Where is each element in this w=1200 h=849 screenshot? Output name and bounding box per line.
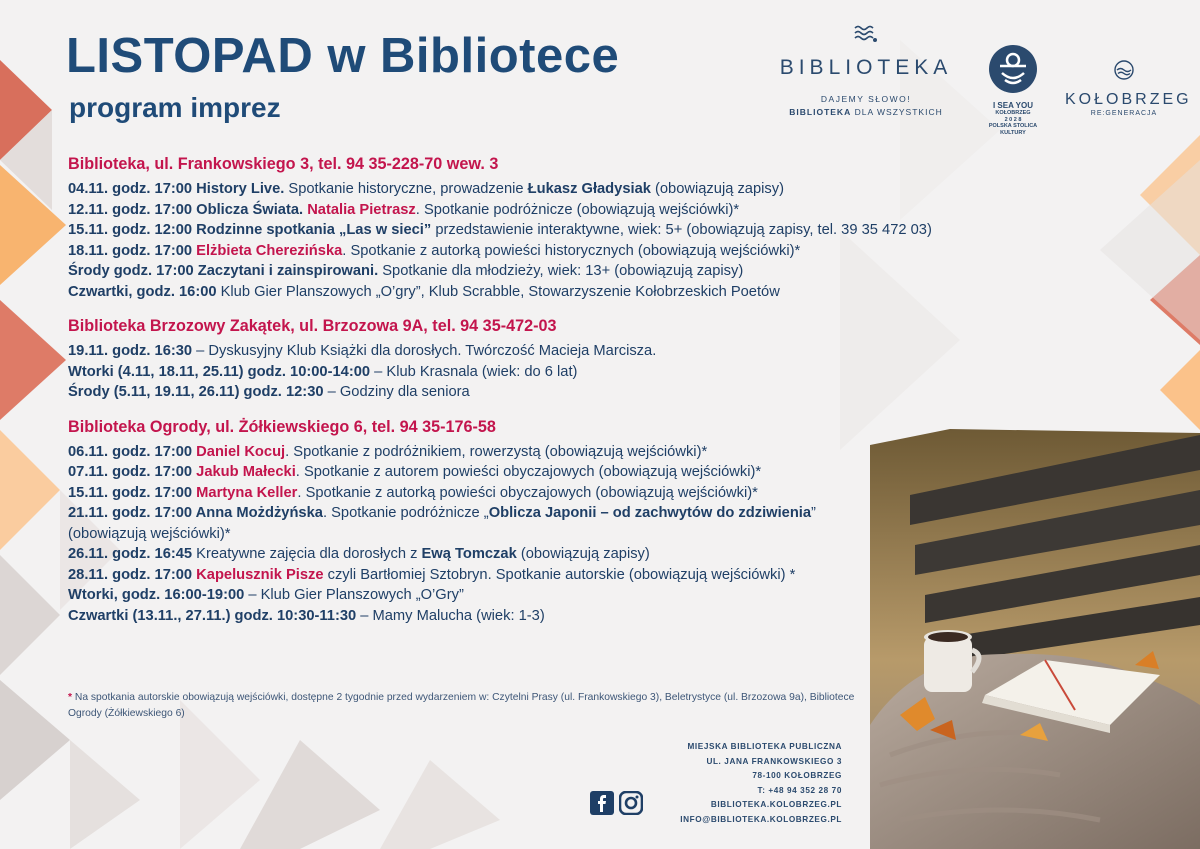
event-guest-name: Kapelusznik Pisze (196, 566, 324, 583)
event-guest-name: Elżbieta Cherezińska (196, 242, 343, 259)
contact-line: MIEJSKA BIBLIOTEKA PUBLICZNA (687, 742, 842, 751)
event-text: – Klub Gier Planszowych „O’Gry” (244, 587, 464, 603)
event-highlight: 04.11. godz. 17:00 History Live. (68, 181, 285, 197)
facebook-icon[interactable] (590, 791, 614, 815)
event-highlight: 26.11. godz. 16:45 (68, 546, 193, 562)
event-guest-name: Martyna Keller (196, 484, 298, 501)
isy-line-3: 2 0 2 8 (1004, 116, 1022, 123)
event-text: . Spotkanie z autorką powieści obyczajowych (obowiązują wejściówki)* (297, 484, 758, 501)
event-highlight: Czwartki (13.11., 27.11.) godz. 10:30-11:30 (68, 607, 357, 624)
sun-waves-icon (1112, 60, 1136, 80)
event-item (68, 179, 1128, 200)
waves-icon (853, 24, 879, 44)
event-text: . Spotkanie z autorem powieści obyczajowych (obowiązują wejściówki)* (295, 464, 762, 480)
event-highlight: Ewą Tomczak (421, 546, 517, 562)
event-highlight: Środy (5.11, 19.11, 26.11) godz. 12:30 (68, 384, 324, 400)
location-section (68, 417, 1128, 627)
biblioteka-logo (768, 24, 964, 136)
social-links (590, 791, 643, 815)
event-text: czyli Bartłomiej Sztobryn. Spotkanie autorskie (obowiązują wejściówki) * (323, 566, 796, 583)
page-subtitle: program imprez (69, 92, 281, 123)
event-highlight: Wtorki (4.11, 18.11, 25.11) godz. 10:00-14:00 (68, 363, 371, 380)
biblioteka-logo-tagline: DAJEMY SŁOWO! (820, 94, 912, 104)
event-text: . Spotkanie z podróżnikiem, rowerzystą (obowiązują wejściówki)* (285, 443, 708, 460)
isy-line-1: I SEA YOU (992, 101, 1033, 110)
event-highlight: Łukasz Gładysiak (527, 181, 651, 197)
isy-line-4: POLSKA STOLICA (988, 123, 1038, 129)
event-text: Spotkanie historyczne, prowadzenie (284, 181, 528, 197)
event-highlight: 21.11. godz. 17:00 Anna Możdżyńska (68, 505, 323, 521)
event-highlight: 06.11. godz. 17:00 (68, 443, 197, 460)
event-text: (obowiązują zapisy) (650, 181, 784, 197)
biblioteka-logo-tagline-2: BIBLIOTEKA DLA WSZYSTKICH (789, 107, 943, 117)
footnote-text: Na spotkania autorskie obowiązują wejściówki, dostępne 2 tygodnie przed wydarzeniem w: Czytelni Prasy (ul. Frankowskiego 3), Beletrystyce (ul. Brzozowa 9a), Bibliotece Ogrody (Żółkiewskiego 6) (68, 692, 855, 719)
event-item (68, 341, 1128, 362)
event-guest-name: Daniel Kocuj (196, 443, 286, 460)
event-item (68, 362, 1128, 383)
event-highlight: 28.11. godz. 17:00 (68, 566, 197, 583)
event-highlight: Wtorki, godz. 16:00-19:00 (68, 587, 245, 603)
contact-website[interactable]: BIBLIOTEKA.KOLOBRZEG.PL (710, 800, 842, 810)
location-heading: Biblioteka Ogrody, ul. Żółkiewskiego 6, tel. 94 35-176-58 (68, 417, 496, 436)
location-heading: Biblioteka Brzozowy Zakątek, ul. Brzozowa 9A, tel. 94 35-472-03 (68, 317, 557, 335)
location-section (68, 154, 1128, 302)
event-item (68, 503, 848, 544)
event-highlight: 19.11. godz. 16:30 (68, 343, 193, 359)
footnote-star: * (68, 692, 73, 703)
event-highlight: 07.11. godz. 17:00 (68, 464, 197, 480)
event-text: przedstawienie interaktywne, wiek: 5+ (obowiązują zapisy, tel. 39 35 472 03) (431, 222, 932, 238)
event-highlight: Oblicza Japonii – od zachwytów do zdziwienia (488, 505, 812, 521)
event-text: Klub Gier Planszowych „O’gry”, Klub Scrabble, Stowarzyszenie Kołobrzeskich Poetów (216, 283, 780, 300)
event-item (68, 483, 1128, 504)
event-text: Spotkanie dla młodzieży, wiek: 13+ (obowiązują zapisy) (378, 263, 744, 279)
event-program (68, 154, 1128, 640)
event-item (68, 442, 1128, 463)
page-title: LISTOPAD w Bibliotece (66, 29, 620, 83)
event-item (68, 544, 1128, 565)
event-text: – Mamy Malucha (wiek: 1-3) (356, 607, 545, 624)
biblioteka-logo-word: BIBLIOTEKA (779, 56, 953, 79)
figure-circle-icon (988, 44, 1038, 94)
contact-phone: T: +48 94 352 28 70 (757, 785, 842, 795)
event-text: . Spotkanie z autorką powieści historycznych (obowiązują wejściówki)* (342, 242, 801, 259)
event-text: Kreatywne zajęcia dla dorosłych z (192, 546, 422, 562)
event-item (68, 261, 1128, 282)
isy-logo (982, 44, 1044, 140)
event-text: . Spotkanie podróżnicze (obowiązują wejściówki)* (415, 201, 740, 218)
event-text: – Klub Krasnala (wiek: do 6 lat) (370, 363, 578, 380)
contact-email[interactable]: INFO@BIBLIOTEKA.KOLOBRZEG.PL (680, 814, 842, 824)
event-item (68, 462, 1128, 483)
event-item (68, 585, 1128, 606)
location-heading: Biblioteka, ul. Frankowskiego 3, tel. 94 35-228-70 wew. 3 (68, 155, 499, 173)
event-text: – Dyskusyjny Klub Książki dla dorosłych. Twórczość Macieja Marcisza. (192, 343, 657, 359)
event-highlight: Czwartki, godz. 16:00 (68, 283, 217, 300)
isy-line-5: KULTURY (1000, 129, 1026, 136)
event-item (68, 606, 1128, 627)
kolobrzeg-logo-word: KOŁOBRZEG (1065, 91, 1192, 108)
event-highlight: 18.11. godz. 17:00 (68, 242, 197, 259)
event-item (68, 382, 1128, 403)
event-text: . Spotkanie podróżnicze „ (322, 505, 489, 521)
event-item (68, 565, 848, 586)
event-highlight: Środy godz. 17:00 Zaczytani i zainspirowani. (68, 263, 379, 279)
event-item (68, 282, 1128, 303)
event-text: (obowiązują zapisy) (516, 546, 650, 562)
event-item (68, 220, 1128, 241)
instagram-icon[interactable] (619, 791, 643, 815)
isy-line-2: KOŁOBRZEG (995, 110, 1031, 116)
contact-block (640, 740, 842, 828)
event-highlight: 15.11. godz. 17:00 (68, 484, 197, 501)
event-guest-name: Jakub Małecki (196, 464, 296, 480)
event-item (68, 241, 1128, 262)
contact-line: UL. JANA FRANKOWSKIEGO 3 (706, 756, 842, 766)
event-highlight: 12.11. godz. 17:00 Oblicza Świata. (68, 201, 308, 218)
event-text: ” (obowiązują wejściówki)* (68, 505, 816, 542)
kolobrzeg-logo-tag: RE:GENERACJA (1090, 110, 1158, 117)
event-text: – Godziny dla seniora (323, 384, 470, 400)
contact-line: 78-100 KOŁOBRZEG (752, 771, 842, 781)
location-section (68, 316, 1128, 403)
kolobrzeg-logo (1065, 60, 1192, 120)
event-highlight: 15.11. godz. 12:00 Rodzinne spotkania „Las w sieci” (68, 222, 432, 238)
footnote (68, 690, 858, 722)
event-guest-name: Natalia Pietrasz (307, 201, 416, 218)
event-item (68, 200, 1128, 221)
